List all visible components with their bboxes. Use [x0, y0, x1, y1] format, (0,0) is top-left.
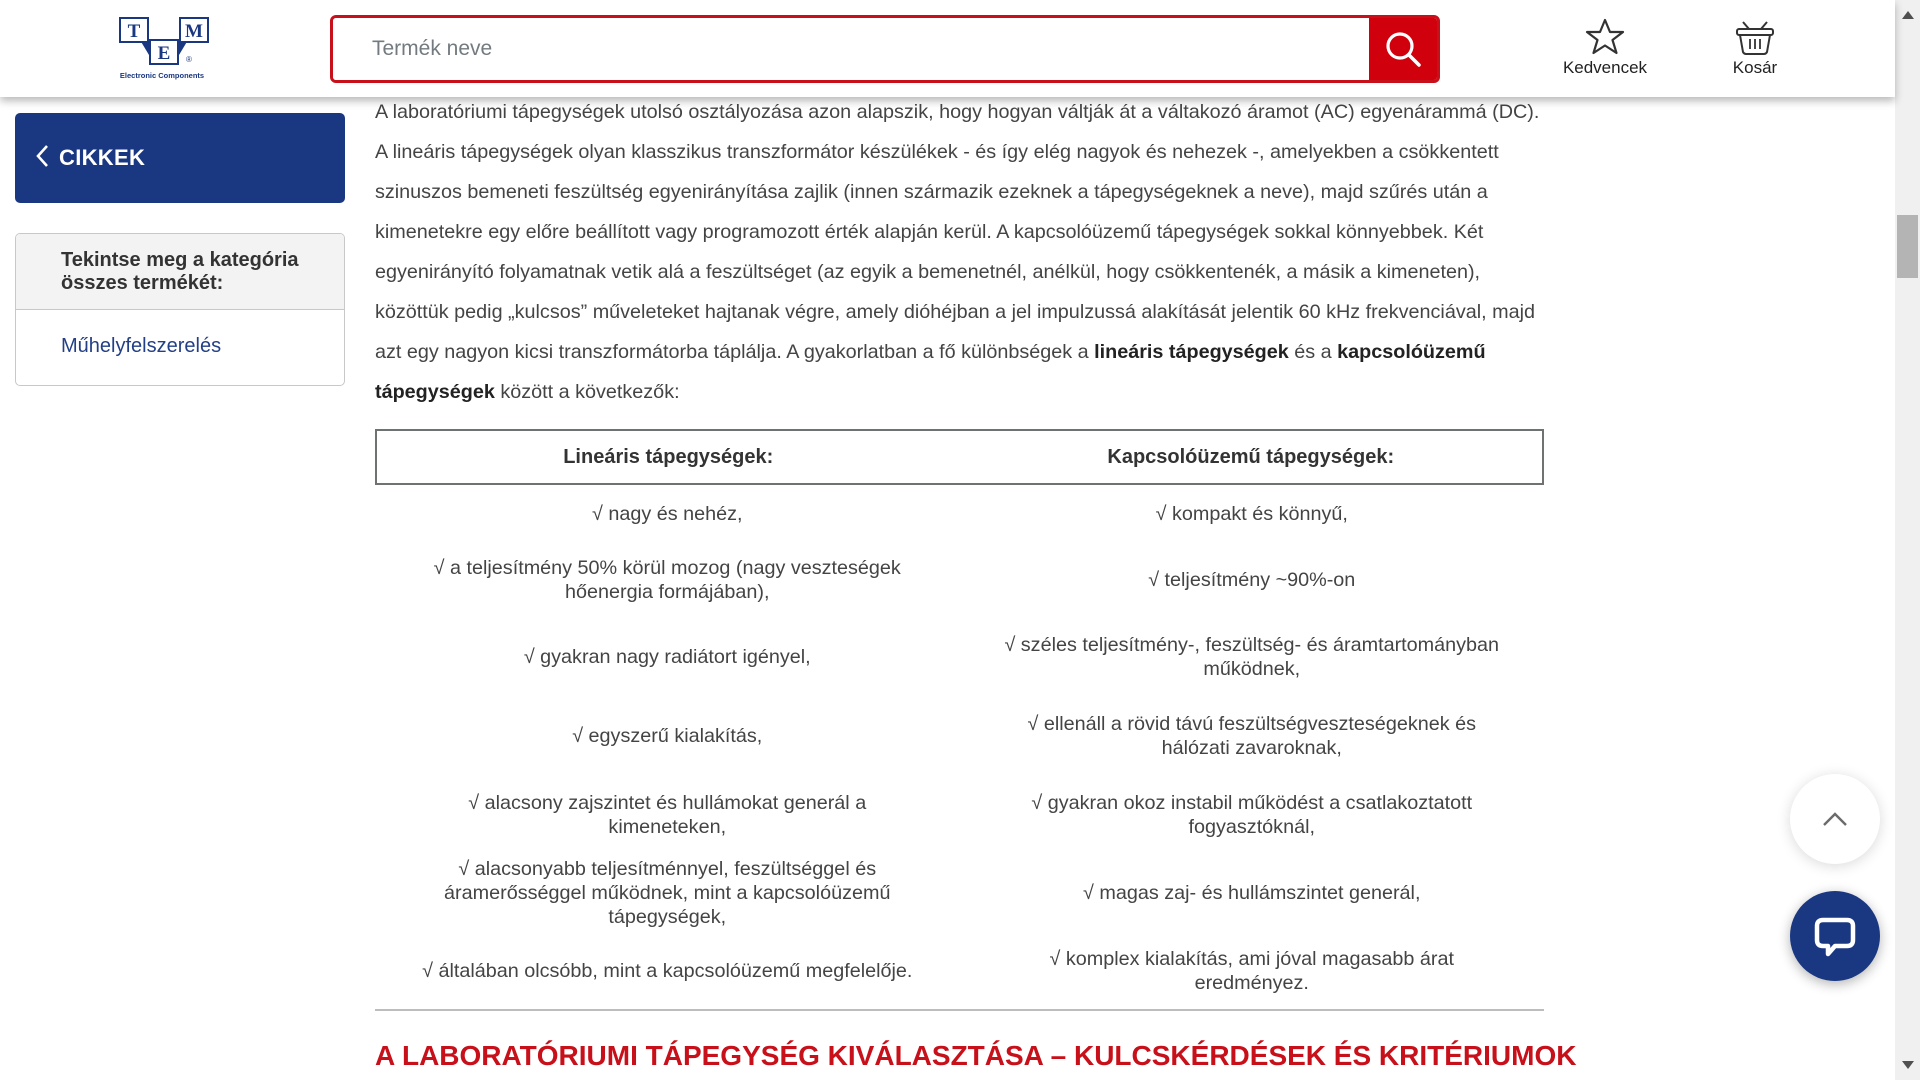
table-bottom-divider: [375, 1009, 1544, 1011]
logo-registered: ®: [186, 55, 192, 64]
intro-tail: között a következők:: [494, 381, 680, 403]
search-bar: [330, 15, 1440, 83]
chevron-left-icon: [35, 144, 49, 172]
cart-button[interactable]: [1720, 18, 1790, 78]
article-body: [375, 92, 1545, 412]
category-heading: Tekintse meg a kategória összes termékét:: [16, 234, 344, 310]
logo-letter-m: M: [185, 21, 203, 42]
logo-letter-t: T: [127, 21, 141, 42]
search-button[interactable]: [1369, 18, 1437, 80]
section-heading: A LABORATÓRIUMI TÁPEGYSÉG KIVÁLASZTÁSA – KULCSKÉRDÉSEK ÉS KRITÉRIUMOK: [375, 1040, 1577, 1071]
chat-bubble-icon: [1813, 914, 1857, 958]
site-header: [0, 0, 1895, 97]
table-row: [375, 854, 1544, 932]
search-input[interactable]: [333, 18, 1369, 80]
chevron-up-icon: [1822, 811, 1848, 827]
table-row: [375, 697, 1544, 775]
back-to-articles-button[interactable]: [15, 113, 345, 203]
intro-text: A laboratóriumi tápegységek utolsó osztályozása azon alapszik, hogy hogyan váltják át a váltakozó áramot (AC) egyenárammá (DC). A lineáris tápegységek olyan klasszikus transzformátor készülékek - és így elég nagyok és nehezek -, amelyekben a csökkentett szinuszos bemeneti feszültség egyenirányítása zajlik (innen származik ezeknek a tápegységeknek a neve), majd szűrés után a kimenetekre egy előre beállított vagy programozott érték alapján kerül. A kapcsolóüzemű tápegységek sokkal könnyebbek. Két egyenirányító folyamatnak vetik alá a feszültséget (az egyik a bemenetnél, anélkül, hogy csökkentenék, a másik a kimeneten), közöttük pedig „kulcsos” műveleteket hajtanak végre, amely dióhéjban a jel impulzussá alakítását jelentik 60 kHz frekvenciával, majd azt egy nagyon kicsi transzformátorba táplálja. A gyakorlatban a fő különbségek a: [375, 101, 1540, 363]
cell-linear: √ általában olcsóbb, mint a kapcsolóüzemű megfelelője.: [422, 960, 913, 982]
category-link[interactable]: Műhelyfelszerelés: [61, 335, 222, 357]
search-icon: [1383, 29, 1423, 69]
cell-switching: √ kompakt és könnyű,: [1155, 502, 1348, 525]
scroll-to-top-button[interactable]: [1790, 774, 1880, 864]
logo-tagline: Electronic Components: [119, 71, 205, 80]
favorites-button[interactable]: [1560, 18, 1650, 78]
comparison-table: [375, 429, 1544, 1010]
scroll-down-arrow-icon[interactable]: [1895, 1055, 1920, 1075]
table-row: [375, 932, 1544, 1010]
back-button-label: CIKKEK: [59, 145, 146, 170]
cell-switching: √ teljesítmény ~90%-on: [1148, 568, 1356, 591]
favorites-label: Kedvencek: [1562, 58, 1648, 77]
cell-linear: √ a teljesítmény 50% körül mozog (nagy veszteségek hőenergia formájában),: [433, 556, 901, 603]
intro-mid: és a: [1288, 341, 1338, 363]
cell-linear: √ gyakran nagy radiátort igényel,: [523, 646, 811, 668]
cell-linear: √ nagy és nehéz,: [591, 502, 743, 525]
table-row: [375, 775, 1544, 854]
category-box: [15, 233, 345, 386]
cell-linear: √ egyszerű kialakítás,: [572, 725, 763, 747]
chat-button[interactable]: [1790, 891, 1880, 981]
star-icon: [1585, 18, 1625, 56]
cell-switching: √ gyakran okoz instabil működést a csatlakoztatott fogyasztóknál,: [1031, 791, 1473, 838]
tme-logo[interactable]: [118, 16, 210, 82]
cell-linear: √ alacsony zajszintet és hullámokat generál a kimeneteken,: [468, 791, 867, 838]
basket-icon: [1735, 18, 1775, 56]
table-row: [375, 617, 1544, 697]
scroll-up-arrow-icon[interactable]: [1895, 5, 1920, 25]
table-header: [375, 429, 1544, 485]
bold-linear: lineáris tápegységek: [1094, 341, 1289, 363]
cell-switching: √ komplex kialakítás, ami jóval magasabb árat eredményez.: [1049, 948, 1454, 994]
header-linear: Lineáris tápegységek:: [563, 445, 774, 468]
cell-switching: √ ellenáll a rövid távú feszültségveszteségeknek és hálózati zavaroknak,: [1027, 713, 1476, 759]
bold-switching: kapcsolóüzemű tápegységek: [375, 341, 1486, 403]
cell-switching: √ magas zaj- és hullámszintet generál,: [1083, 882, 1421, 904]
table-row: [375, 485, 1544, 542]
scrollbar-thumb[interactable]: [1897, 215, 1918, 278]
logo-letter-e: E: [157, 43, 171, 64]
header-switching: Kapcsolóüzemű tápegységek:: [1107, 445, 1395, 468]
cell-linear: √ alacsonyabb teljesítménnyel, feszültséggel és áramerősséggel működnek, mint a kapcsolóüzemű tápegységek,: [444, 858, 891, 928]
page-scrollbar[interactable]: [1895, 0, 1920, 1080]
cell-switching: √ széles teljesítmény-, feszültség- és áramtartományban működnek,: [1004, 634, 1500, 680]
table-row: [375, 542, 1544, 617]
cart-label: Kosár: [1732, 58, 1778, 77]
intro-paragraph: [375, 92, 1545, 412]
